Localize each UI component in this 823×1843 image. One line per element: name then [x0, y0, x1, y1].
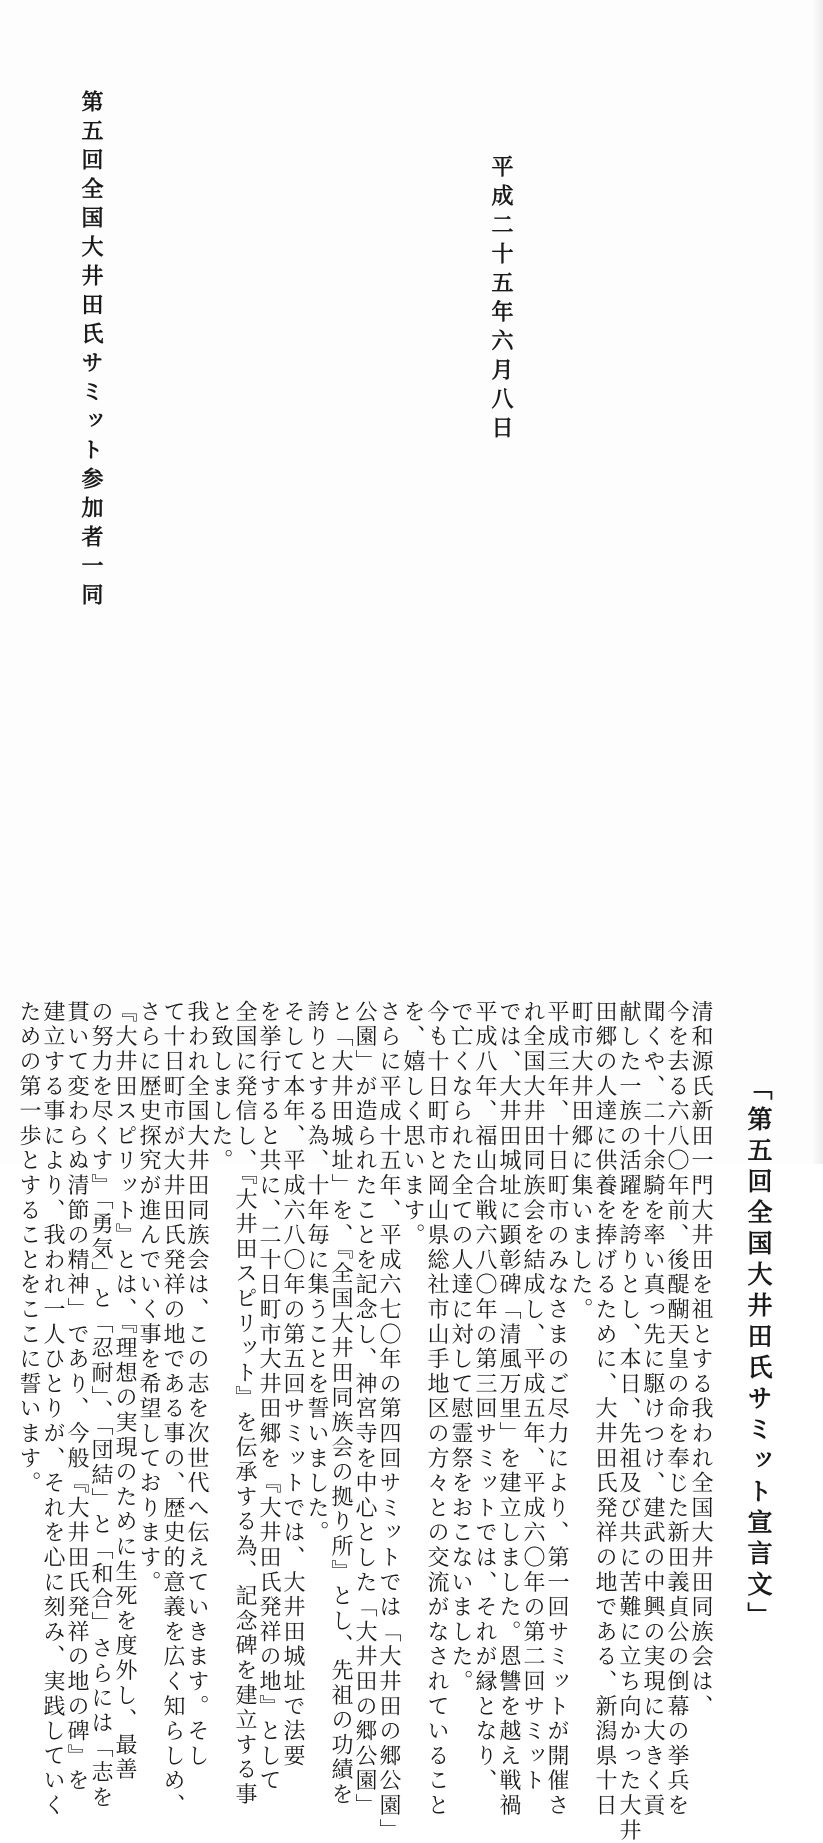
body-line: と「大井田城址」を、『全国大井田同族会の拠り所』とし、先祖の功績を [328, 1000, 353, 1808]
body-line: を挙行すると共に、二十日町市大井田郷を『大井田氏発祥の地』として [256, 1000, 281, 1794]
body-line: 誇りとする為、十年毎に集うことを誓いました。 [304, 1000, 329, 1546]
body-line: の努力を尽くす』「勇気」と「忍耐」、「団結」と「和合」さらには「志を [88, 1000, 113, 1811]
document-date: 平成二十五年六月八日 [488, 155, 514, 445]
body-line: 献した一族の活躍を誇りとし、本日、先祖及び共に苦難に立ち向かった大井 [616, 1000, 641, 1843]
body-line: れ全国大井田同族会を結成し、平成五年、平成六〇年の第二回サミット [520, 1000, 545, 1794]
body-line: と致しました。 [208, 1000, 233, 1174]
body-line: 公園」が造られたことを記念し、神宮寺を中心とした「大井田の郷公園」 [352, 1000, 377, 1819]
body-line: 今も十日町市と岡山県総社市山手地区の方々との交流がなされていること [424, 1000, 449, 1819]
scan-edge [811, 0, 823, 1164]
body-line: さらに歴史探究が進んでいく事を希望しております。 [136, 1000, 161, 1596]
body-line: て十日町市が大井田氏発祥の地である事の、歴史的意義を広く知らしめ、 [160, 1000, 185, 1819]
document-title: 「第五回全国大井田氏サミット宣言文」 [744, 1075, 773, 1633]
body-line: 建立する事により、我われ一人ひとりが、それを心に刻み、実践していく [40, 1000, 65, 1819]
body-line: では、大井田城址に顕彰碑「清風万里」を建立しました。恩讐を越え戦禍 [496, 1000, 521, 1819]
body-line: さらに平成十五年、平成六七〇年の第四回サミットでは「大井田の郷公園」 [376, 1000, 401, 1843]
body-line: 平成八年、福山合戦六八〇年の第三回サミットでは、それが縁となり、 [472, 1000, 497, 1794]
body-line: 町市大井田郷に集いました。 [568, 1000, 593, 1323]
body-line: ための第一歩とすることをここに誓います。 [16, 1000, 41, 1496]
body-line: 全国に発信し、『大井田スピリット』を伝承する為、記念碑を建立する事 [232, 1000, 257, 1808]
body-line: 貫いて変わらぬ清節の精神」であり、今般『大井田氏発祥の地の碑』を [64, 1000, 89, 1794]
body-line: で亡くなられた全ての人達に対して慰霊祭をおこないました。 [448, 1000, 473, 1695]
body-line: そして本年、平成六八〇年の第五回サミットでは、大井田城址で法要 [280, 1000, 305, 1769]
body-line: を、嬉しく思います。 [400, 1000, 425, 1248]
body-line: 『大井田スピリット』とは、『理想の実現のために生死を度外し、最善 [112, 1000, 137, 1783]
document-signature: 第五回全国大井田氏サミット参加者一同 [78, 90, 104, 612]
body-line: 清和源氏新田一門大井田を祖とする我われ全国大井田同族会は、 [688, 1000, 713, 1720]
body-line: 我われ全国大井田同族会は、この志を次世代へ伝えていきます。そし [184, 1000, 209, 1769]
body-line: 今を去る六八〇年前、後醍醐天皇の命を奉じた新田義貞公の倒幕の挙兵を [664, 1000, 689, 1819]
body-line: 聞くや、二十余騎を率い真っ先に駆けつけ、建武の中興の実現に大きく貢 [640, 1000, 665, 1819]
body-line: 田郷の人達に供養を捧げるために、大井田氏発祥の地である、新潟県十日 [592, 1000, 617, 1819]
body-line: 平成三年、十日町市のみなさまのご尽力により、第一回サミットが開催さ [544, 1000, 569, 1819]
